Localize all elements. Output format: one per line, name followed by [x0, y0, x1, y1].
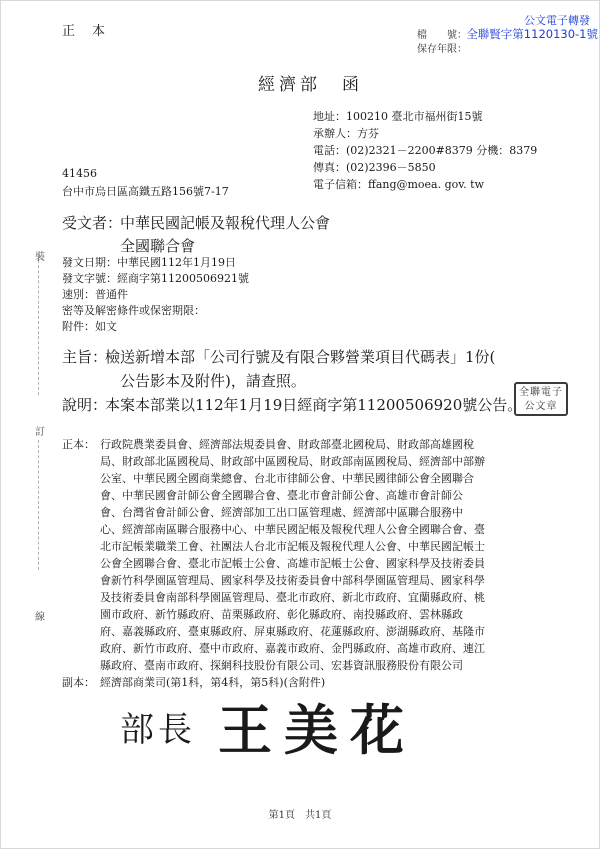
recipient-postal-address: 台中市烏日區高鐵五路156號7-17	[62, 185, 229, 198]
retention-label: 保存年限：	[417, 44, 467, 55]
subject-label: 主旨：	[62, 348, 108, 366]
minister-signature	[120, 688, 450, 778]
original-to-line: 會新竹科學園區管理局、國家科學及技術委員會中部科學園區管理局、國家科學	[100, 574, 485, 587]
binding-mark-1: 裝	[35, 252, 45, 263]
original-to-line: 北市記帳業職業工會、社團法人台北市記帳及報稅代理人公會、中華民國記帳士	[100, 540, 485, 553]
recipient-label: 受文者：	[62, 214, 123, 232]
copy-to-label: 副本：	[62, 676, 95, 689]
contact-phone: 電話：(02)2321－2200#8379 分機：8379	[313, 144, 538, 157]
union-seal: 全聯電子公文章	[514, 382, 568, 416]
sender-address: 地址：100210 臺北市福州街15號	[313, 110, 483, 123]
contact-fax: 傳真：(02)2396－5850	[313, 161, 436, 174]
copy-to-text: 經濟部商業司(第1科，第4科，第5科)(含附件)	[100, 676, 326, 689]
signature-title: 部長	[120, 710, 196, 750]
stamp-line-2: 全聯賢字第1120130-1號	[466, 27, 598, 41]
original-to-line: 縣政府、臺南市政府、探網科技股份有限公司、宏碁資訊服務股份有限公司	[100, 659, 463, 672]
binding-mark-3: 線	[35, 612, 45, 623]
binding-line-lower	[38, 440, 39, 570]
secrecy-level: 密等及解密條件或保密期限：	[62, 304, 205, 317]
original-to-line: 行政院農業委員會、經濟部法規委員會、財政部臺北國稅局、財政部高雄國稅	[100, 438, 474, 451]
explanation-label: 說明：	[62, 396, 108, 414]
original-to-label: 正本：	[62, 438, 95, 451]
binding-mark-2: 訂	[35, 427, 45, 438]
recipient-zip: 41456	[62, 167, 97, 180]
subject-line1: 檢送新增本部「公司行號及有限合夥營業項目代碼表」1份(	[105, 348, 496, 366]
original-to-line: 會、台灣省會計師公會、經濟部加工出口區管理處、經濟部中區聯合服務中	[100, 506, 463, 519]
delivery-speed: 速別：普通件	[62, 288, 128, 301]
attachment-info: 附件：如文	[62, 320, 117, 333]
document-title: 經濟部 函	[258, 75, 363, 95]
electronic-forward-stamp	[441, 4, 598, 40]
original-to-line: 公會全國聯合會、臺北市記帳士公會、高雄市記帳士公會、國家科學及技術委員	[100, 557, 485, 570]
binding-line-upper	[38, 255, 39, 395]
original-to-line: 心、經濟部南區聯合服務中心、中華民國記帳及報稅代理人公會全國聯合會、臺	[100, 523, 485, 536]
page-number: 第1頁 共1頁	[268, 810, 332, 821]
original-to-line: 會、中華民國會計師公會全國聯合會、臺北市會計師公會、高雄市會計師公	[100, 489, 463, 502]
recipient-name-line2: 全國聯合會	[120, 237, 196, 255]
recipient-name-line1: 中華民國記帳及報稅代理人公會	[120, 214, 331, 232]
original-to-line: 及技術委員會南部科學園區管理局、臺北市政府、新北市政府、宜蘭縣政府、桃	[100, 591, 485, 604]
contact-person: 承辦人：方芬	[313, 127, 379, 140]
issue-date: 發文日期：中華民國112年1月19日	[62, 256, 236, 269]
contact-email: 電子信箱：ffang@moea. gov. tw	[313, 178, 485, 191]
original-to-line: 府、嘉義縣政府、臺東縣政府、屏東縣政府、花蓮縣政府、澎湖縣政府、基隆市	[100, 625, 485, 638]
subject-line2: 公告影本及附件)，請查照。	[120, 372, 306, 390]
issue-number: 發文字號：經商字第11200506921號	[62, 272, 249, 285]
copy-type-label: 正 本	[62, 24, 108, 39]
stamp-line-1: 公文電子轉發	[524, 14, 590, 27]
original-to-line: 政府、新竹市政府、臺中市政府、嘉義市政府、金門縣政府、高雄市政府、連江	[100, 642, 485, 655]
archive-number-label: 檔 號：	[417, 30, 467, 41]
original-to-line: 公室、中華民國全國商業總會、台北市律師公會、中華民國律師公會全國聯合	[100, 472, 474, 485]
original-to-line: 局、財政部北區國稅局、財政部中區國稅局、財政部南區國稅局、經濟部中部辦	[100, 455, 485, 468]
original-to-line: 園市政府、新竹縣政府、苗栗縣政府、彰化縣政府、南投縣政府、雲林縣政	[100, 608, 463, 621]
explanation-text: 本案本部業以112年1月19日經商字第11200506920號公告。	[105, 396, 523, 414]
signature-name: 王美花	[218, 698, 416, 762]
